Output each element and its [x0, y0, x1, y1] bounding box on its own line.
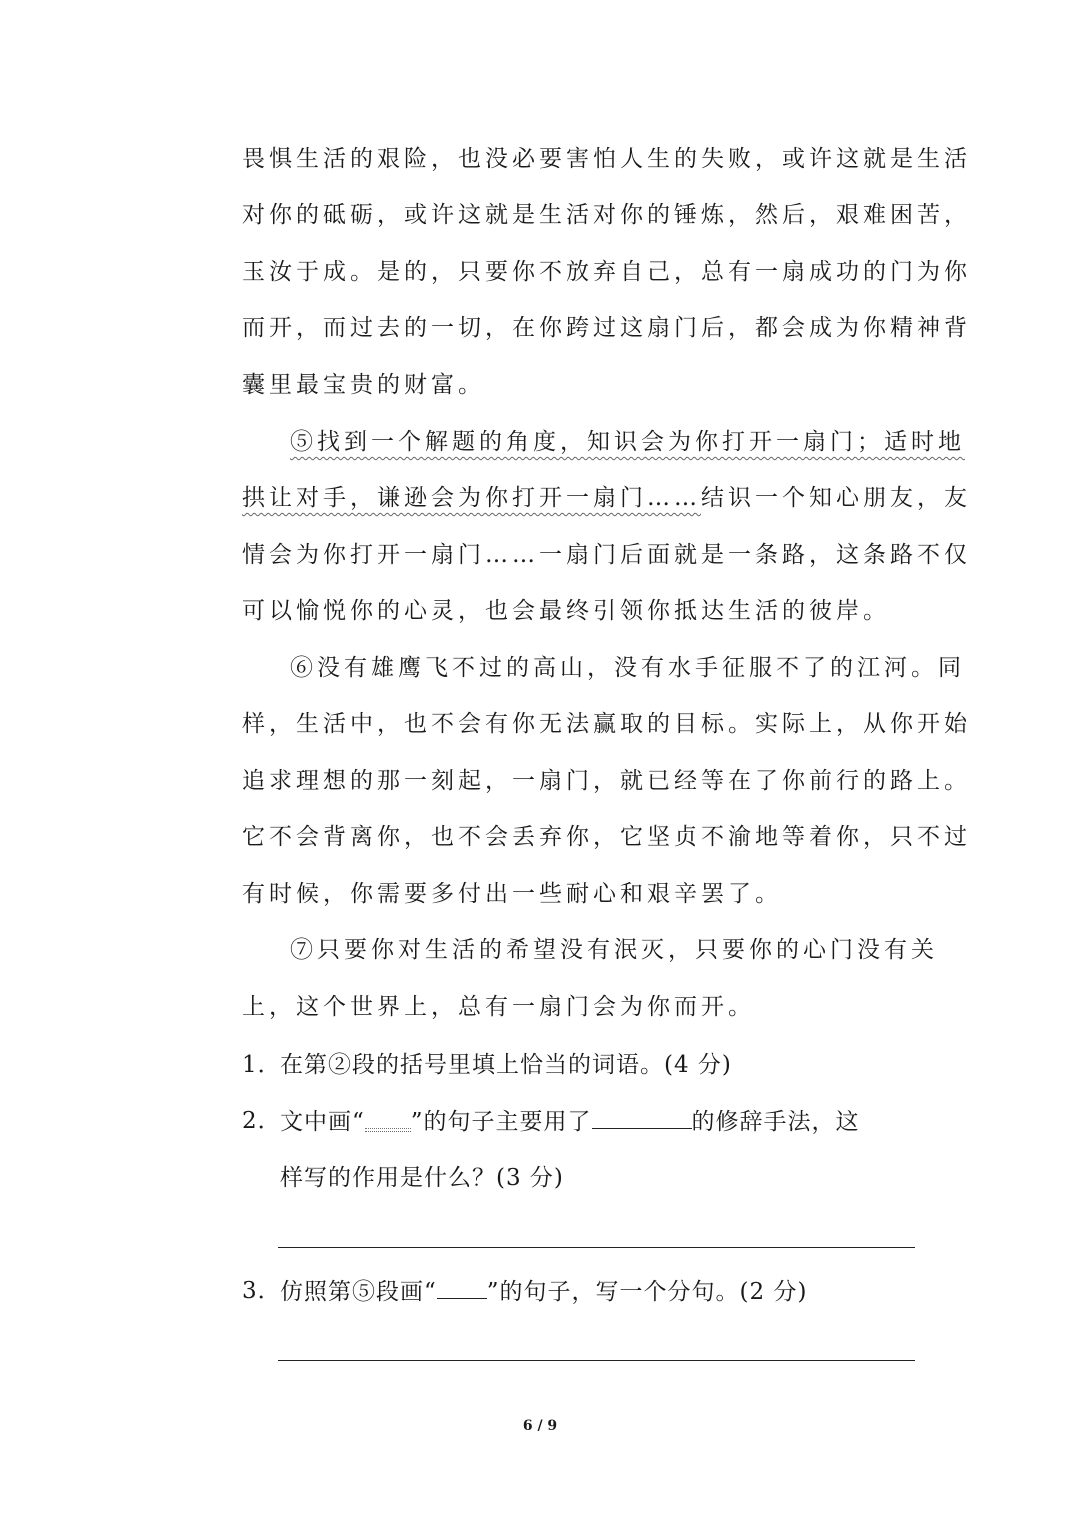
paragraph-line: 玉汝于成。是的，只要你不放弃自己，总有一扇成功的门为你 [242, 259, 971, 285]
question-number: 2． [242, 1108, 282, 1134]
question-number: 1． [242, 1052, 282, 1078]
paragraph7-line: 上，这个世界上，总有一扇门会为你而开。 [242, 994, 755, 1020]
paragraph-line: 囊里最宝贵的财富。 [242, 372, 485, 398]
paragraph-line: 对你的砥砺，或许这就是生活对你的锤炼，然后，艰难困苦， [242, 202, 971, 228]
page-number: 6 / 9 [522, 1418, 558, 1434]
question-2-continued: 样写的作用是什么？(3 分) [280, 1165, 564, 1191]
paragraph6-line: 追求理想的那一刻起，一扇门，就已经等在了你前行的路上。 [242, 768, 971, 794]
question-3 [242, 1276, 917, 1306]
paragraph6-line: 有时候，你需要多付出一些耐心和艰辛罢了。 [242, 881, 782, 907]
answer-line[interactable] [278, 1247, 915, 1248]
paragraph5-text: 结识一个知心朋友，友 [701, 485, 971, 511]
paragraph6-line: 它不会背离你，也不会丢弃你，它坚贞不渝地等着你，只不过 [242, 824, 971, 850]
paragraph6-line: 样，生活中，也不会有你无法赢取的目标。实际上，从你开始 [242, 711, 971, 737]
paragraph5-line2 [242, 483, 971, 513]
wavy-underline-sample [365, 1106, 411, 1129]
fill-in-blank[interactable] [592, 1106, 692, 1129]
question-text: 仿照第⑤段画“ ”的句子，写一个分句。(2 分) [280, 1276, 807, 1307]
question-1 [242, 1050, 917, 1080]
paragraph5-line3: 情会为你打开一扇门……一扇门后面就是一条路，这条路不仅 [242, 542, 971, 568]
paragraph5-wavy-text: 拱让对手，谦逊会为你打开一扇门…… [242, 485, 701, 511]
question-text: 在第②段的括号里填上恰当的词语。(4 分) [280, 1052, 732, 1078]
question-2 [242, 1106, 917, 1136]
paragraph6-line: ⑥没有雄鹰飞不过的高山，没有水手征服不了的江河。同 [290, 655, 965, 681]
paragraph5-line1: ⑤找到一个解题的角度，知识会为你打开一扇门；适时地 [290, 429, 965, 455]
answer-line[interactable] [278, 1360, 915, 1361]
paragraph-line: 而开，而过去的一切，在你跨过这扇门后，都会成为你精神背 [242, 315, 971, 341]
paragraph7-line: ⑦只要你对生活的希望没有泯灭，只要你的心门没有关 [290, 937, 938, 963]
paragraph-line: 畏惧生活的艰险，也没必要害怕人生的失败，或许这就是生活 [242, 146, 971, 172]
paragraph5-line4: 可以愉悦你的心灵，也会最终引领你抵达生活的彼岸。 [242, 598, 890, 624]
straight-underline-sample [437, 1276, 487, 1299]
question-number: 3． [242, 1278, 282, 1304]
question-text: 文中画“ ”的句子主要用了 的修辞手法，这 [280, 1106, 860, 1137]
